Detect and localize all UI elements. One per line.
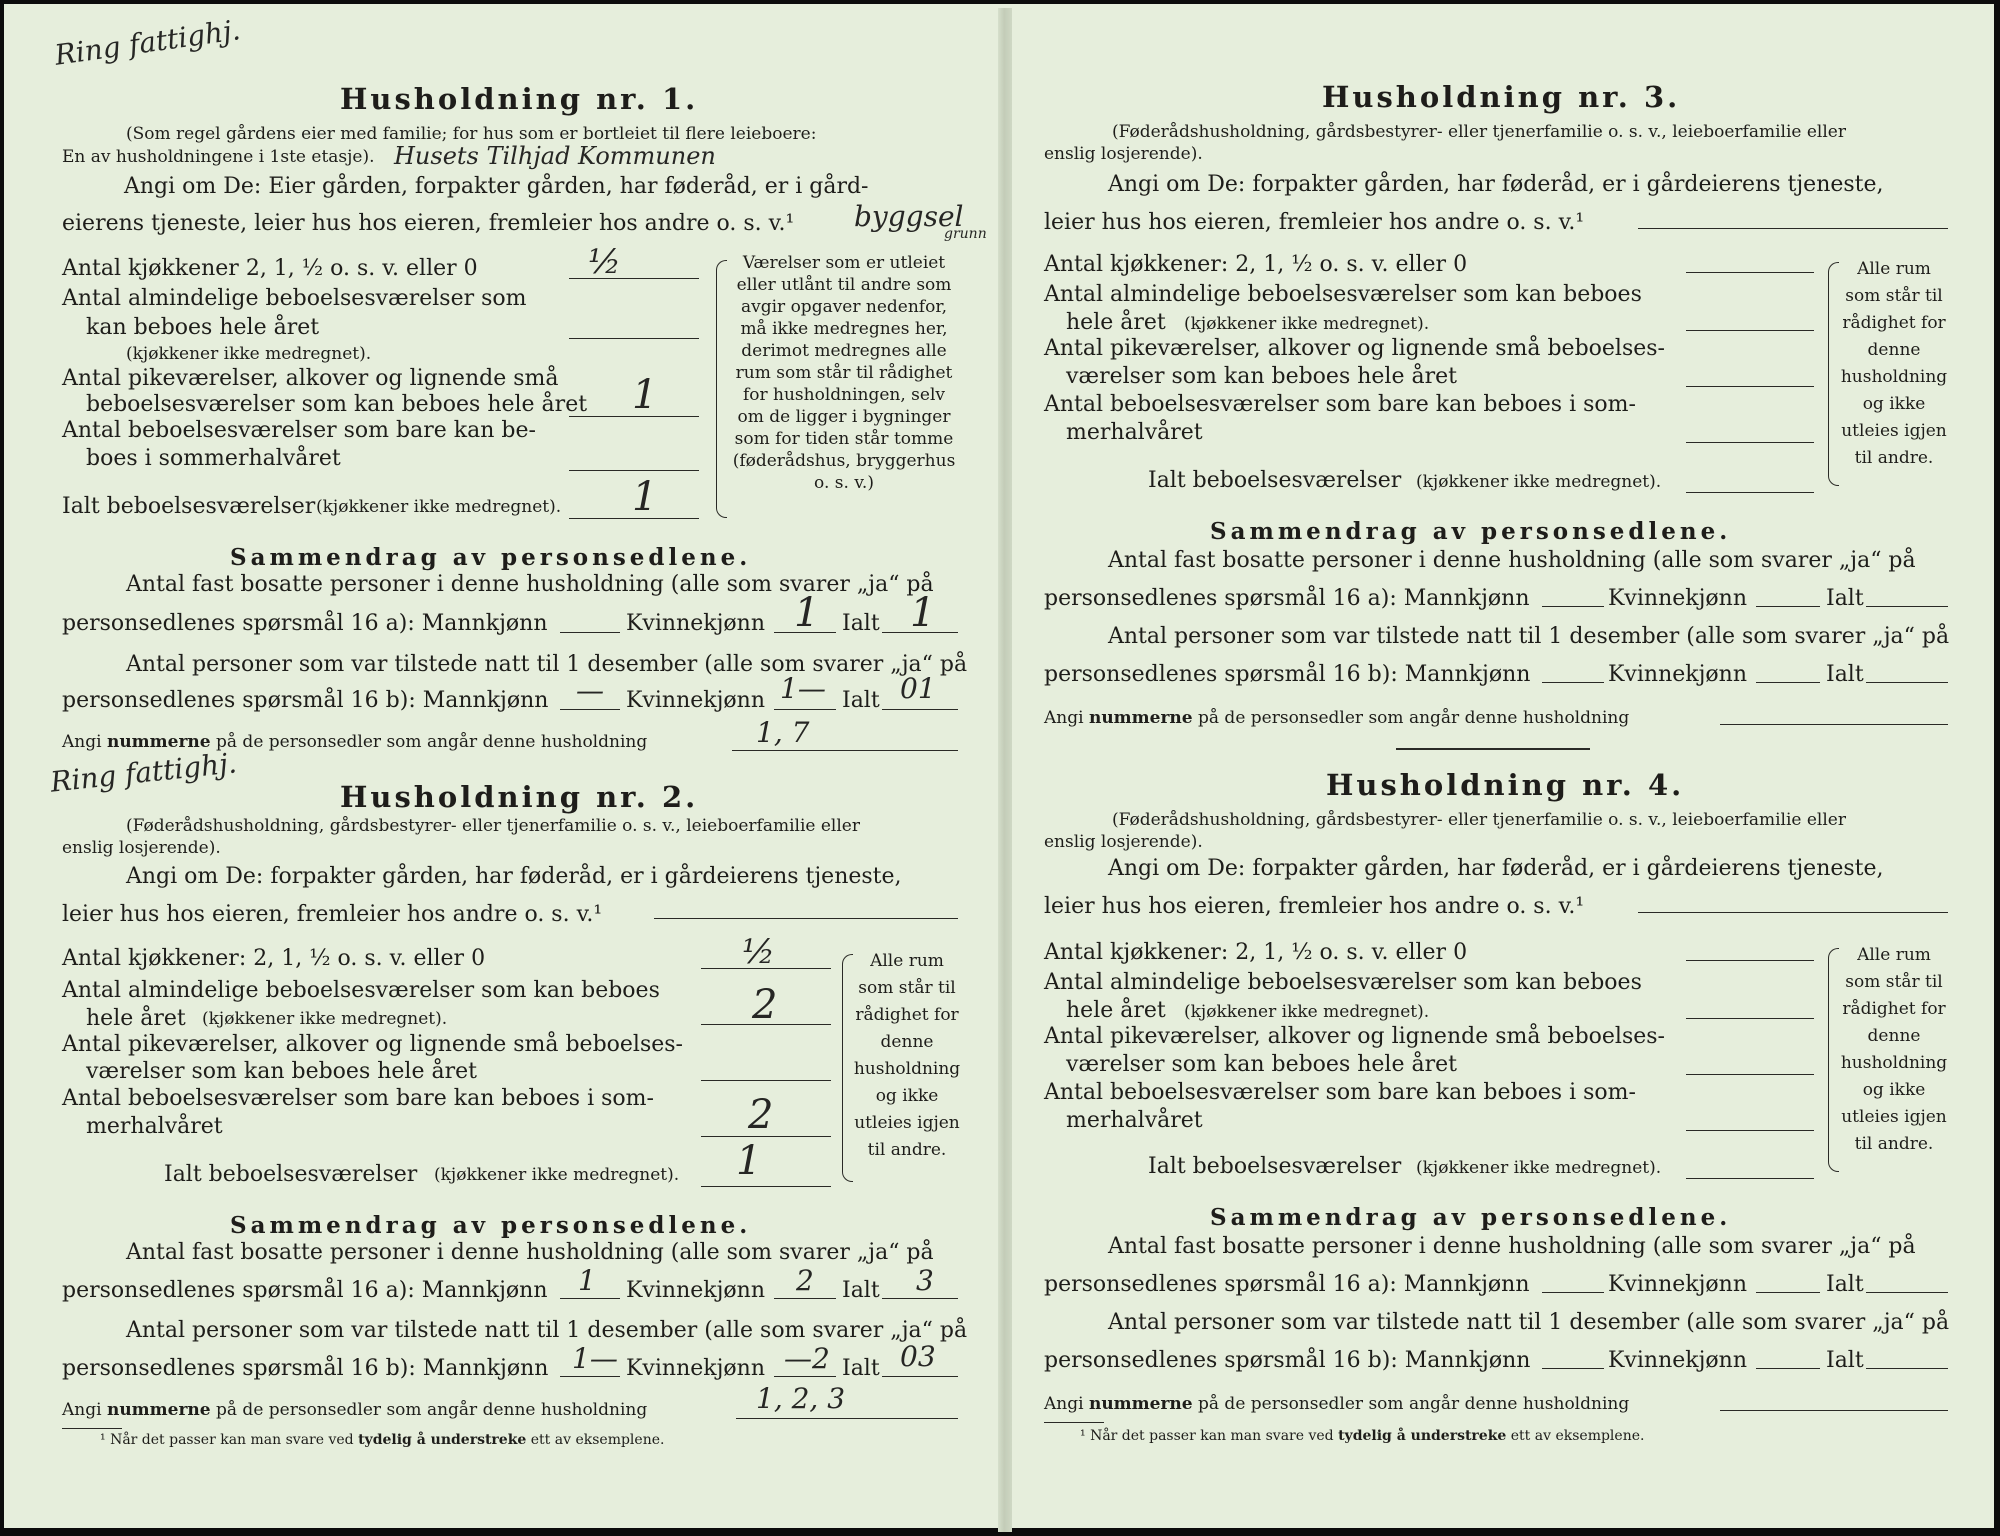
h4-angi-line1: Angi om De: forpakter gården, har føderåd, er i gårdeierens tjeneste, <box>1108 856 1884 881</box>
h2-rooms1-note: (kjøkkener ikke medregnet). <box>202 1009 448 1029</box>
h2-total-value: 1 <box>736 1138 762 1184</box>
h1-s2-line1: Antal personer som var tilstede natt til 1 desember (alle som svarer „ja“ på <box>126 652 968 677</box>
h2-kitchens-value: ½ <box>742 932 775 972</box>
h1-note-handwritten: Husets Tilhjad Kommunen <box>394 142 716 170</box>
right-footnote: ¹ Når det passer kan man svare ved tydelig å understreke ett av eksemplene. <box>1080 1428 1645 1444</box>
h1-note-line2: En av husholdningene i 1ste etasje). <box>62 147 375 167</box>
h3-total-label: Ialt beboelsesværelser <box>1148 468 1402 493</box>
h2-total-label: Ialt beboelsesværelser <box>164 1162 418 1187</box>
h4-summary-title: Sammendrag av personsedlene. <box>1210 1204 1732 1231</box>
h4-s1-ialt-label: Ialt <box>1826 1272 1864 1297</box>
h1-total-note: (kjøkkener ikke medregnet). <box>316 497 562 517</box>
h1-total-label: Ialt beboelsesværelser <box>62 494 316 519</box>
h1-rooms3-line1: Antal beboelsesværelser som bare kan be- <box>62 418 536 443</box>
h2-summary-title: Sammendrag av personsedlene. <box>230 1212 752 1239</box>
h1-rooms2-value: 1 <box>632 372 658 418</box>
h1-angi-answer2: grunn <box>944 226 987 242</box>
h4-angi-line2: leier hus hos eieren, fremleier hos andre o. s. v.¹ <box>1044 894 1585 919</box>
h3-s2-kvinne-label: Kvinnekjønn <box>1608 662 1747 687</box>
h3-s2-line1: Antal personer som var tilstede natt til 1 desember (alle som svarer „ja“ på <box>1108 624 1950 649</box>
h3-s1-kvinne-label: Kvinnekjønn <box>1608 586 1747 611</box>
h2-s1-kvinne-value: 2 <box>796 1264 814 1297</box>
h1-s1-ialt-value: 1 <box>910 590 936 636</box>
h1-rooms1-line1: Antal almindelige beboelsesværelser som <box>62 286 527 311</box>
h2-rooms1-line2: hele året <box>86 1006 186 1031</box>
h2-title: Husholdning nr. 2. <box>340 780 699 814</box>
h4-note-line2: enslig losjerende). <box>1044 832 1203 852</box>
h2-angi-line1: Angi om De: forpakter gården, har føderåd, er i gårdeierens tjeneste, <box>126 864 902 889</box>
h4-rooms2-line1: Antal pikeværelser, alkover og lignende små beboelses- <box>1044 1024 1665 1049</box>
h2-numbers-value: 1, 2, 3 <box>756 1382 846 1415</box>
h2-s2-kvinne-value: —2 <box>784 1342 830 1375</box>
h2-s1-line2: personsedlenes spørsmål 16 a): Mannkjønn <box>62 1278 548 1303</box>
left-footnote: ¹ Når det passer kan man svare ved tydelig å understreke ett av eksemplene. <box>100 1432 665 1448</box>
census-sheet <box>4 4 1994 1528</box>
h1-kitchens-label: Antal kjøkkener 2, 1, ½ o. s. v. eller 0 <box>62 256 478 281</box>
h4-s1-kvinne-label: Kvinnekjønn <box>1608 1272 1747 1297</box>
h1-angi-answer: byggsel <box>854 200 964 233</box>
h2-s2-ialt-label: Ialt <box>842 1356 880 1381</box>
h2-total-note: (kjøkkener ikke medregnet). <box>434 1165 680 1185</box>
h2-numbers-line: Angi nummerne på de personsedler som angår denne husholdning <box>62 1400 648 1420</box>
h1-rooms2-line1: Antal pikeværelser, alkover og lignende små <box>62 366 559 391</box>
h2-rooms1-value: 2 <box>752 982 778 1028</box>
h2-rooms3-line2: merhalvåret <box>86 1114 223 1139</box>
h1-total-value: 1 <box>632 474 658 520</box>
h2-s2-ialt-value: 03 <box>900 1340 936 1373</box>
h3-rooms1-line1: Antal almindelige beboelsesværelser som kan beboes <box>1044 282 1642 307</box>
h1-kitchens-value: ½ <box>588 242 621 282</box>
h2-s2-kvinne-label: Kvinnekjønn <box>626 1356 765 1381</box>
h2-note-line2: enslig losjerende). <box>62 838 221 858</box>
h1-rooms3-line2: boes i sommerhalvåret <box>86 446 341 471</box>
h1-s2-ialt-label: Ialt <box>842 688 880 713</box>
h2-s2-line1: Antal personer som var tilstede natt til 1 desember (alle som svarer „ja“ på <box>126 1318 968 1343</box>
h3-info-box: Alle rum som står til rådighet for denne husholdning og ikke utleies igjen til andre. <box>1840 259 1948 468</box>
h2-rooms2-line2: værelser som kan beboes hele året <box>86 1059 477 1084</box>
h4-rooms1-note: (kjøkkener ikke medregnet). <box>1184 1002 1430 1022</box>
h1-rooms1-line2: kan beboes hele året <box>86 315 320 340</box>
h1-title: Husholdning nr. 1. <box>340 82 699 116</box>
h4-rooms2-line2: værelser som kan beboes hele året <box>1066 1052 1457 1077</box>
h2-info-box: Alle rum som står til rådighet for denne husholdning og ikke utleies igjen til andre. <box>853 951 961 1160</box>
h1-s1-line2: personsedlenes spørsmål 16 a): Mannkjønn <box>62 611 548 636</box>
margin-note-top: Ring fattighj. <box>52 13 243 72</box>
h1-summary-title: Sammendrag av personsedlene. <box>230 544 752 571</box>
h2-s1-line1: Antal fast bosatte personer i denne husholdning (alle som svarer „ja“ på <box>126 1240 934 1265</box>
h3-rooms2-line2: værelser som kan beboes hele året <box>1066 364 1457 389</box>
h3-s2-line2: personsedlenes spørsmål 16 b): Mannkjønn <box>1044 662 1531 687</box>
h2-s1-ialt-label: Ialt <box>842 1278 880 1303</box>
h1-numbers-line: Angi nummerne på de personsedler som angår denne husholdning <box>62 732 648 752</box>
h4-rooms3-line2: merhalvåret <box>1066 1108 1203 1133</box>
h4-s1-line2: personsedlenes spørsmål 16 a): Mannkjønn <box>1044 1272 1530 1297</box>
h1-angi-line1: Angi om De: Eier gården, forpakter gården, har føderåd, er i gård- <box>124 174 869 199</box>
h3-rooms1-note: (kjøkkener ikke medregnet). <box>1184 314 1430 334</box>
h1-note-line1: (Som regel gårdens eier med familie; for hus som er bortleiet til flere leieboere: <box>126 124 817 144</box>
h2-s1-ialt-value: 3 <box>916 1264 934 1297</box>
h2-rooms2-line1: Antal pikeværelser, alkover og lignende små beboelses- <box>62 1032 683 1057</box>
h4-s1-line1: Antal fast bosatte personer i denne husholdning (alle som svarer „ja“ på <box>1108 1234 1916 1259</box>
h3-rooms1-line2: hele året <box>1066 310 1166 335</box>
h3-rooms3-line1: Antal beboelsesværelser som bare kan beboes i som- <box>1044 392 1636 417</box>
h2-kitchens-label: Antal kjøkkener: 2, 1, ½ o. s. v. eller 0 <box>62 946 486 971</box>
h3-s1-line2: personsedlenes spørsmål 16 a): Mannkjønn <box>1044 586 1530 611</box>
h3-angi-line1: Angi om De: forpakter gården, har føderåd, er i gårdeierens tjeneste, <box>1108 172 1884 197</box>
margin-note-middle: Ring fattighj. <box>48 746 239 799</box>
h3-note-line1: (Føderådshusholdning, gårdsbestyrer- eller tjenerfamilie o. s. v., leieboerfamilie eller <box>1112 122 1846 142</box>
h3-rooms2-line1: Antal pikeværelser, alkover og lignende små beboelses- <box>1044 336 1665 361</box>
h4-numbers-line: Angi nummerne på de personsedler som angår denne husholdning <box>1044 1394 1630 1414</box>
h4-note-line1: (Føderådshusholdning, gårdsbestyrer- eller tjenerfamilie o. s. v., leieboerfamilie eller <box>1112 810 1846 830</box>
h4-rooms1-line2: hele året <box>1066 998 1166 1023</box>
h4-s2-line2: personsedlenes spørsmål 16 b): Mannkjønn <box>1044 1348 1531 1373</box>
h3-rooms3-line2: merhalvåret <box>1066 420 1203 445</box>
h4-s2-line1: Antal personer som var tilstede natt til 1 desember (alle som svarer „ja“ på <box>1108 1310 1950 1335</box>
h3-note-line2: enslig losjerende). <box>1044 144 1203 164</box>
h3-angi-line2: leier hus hos eieren, fremleier hos andre o. s. v.¹ <box>1044 210 1585 235</box>
h2-s1-mann-value: 1 <box>578 1264 596 1297</box>
h1-s2-kvinne-label: Kvinnekjønn <box>626 688 765 713</box>
h4-total-label: Ialt beboelsesværelser <box>1148 1154 1402 1179</box>
h2-note-line1: (Føderådshusholdning, gårdsbestyrer- eller tjenerfamilie o. s. v., leieboerfamilie eller <box>126 816 860 836</box>
h1-s2-mann-value: — <box>576 674 604 707</box>
h2-s2-mann-value: 1— <box>572 1342 618 1375</box>
h3-s1-ialt-label: Ialt <box>1826 586 1864 611</box>
h4-total-note: (kjøkkener ikke medregnet). <box>1416 1158 1662 1178</box>
h1-s1-kvinne-value: 1 <box>794 590 820 636</box>
h4-title: Husholdning nr. 4. <box>1326 768 1685 802</box>
h4-s2-kvinne-label: Kvinnekjønn <box>1608 1348 1747 1373</box>
h2-s2-line2: personsedlenes spørsmål 16 b): Mannkjønn <box>62 1356 549 1381</box>
h3-total-note: (kjøkkener ikke medregnet). <box>1416 472 1662 492</box>
h3-numbers-line: Angi nummerne på de personsedler som angår denne husholdning <box>1044 708 1630 728</box>
h1-s1-line1: Antal fast bosatte personer i denne husholdning (alle som svarer „ja“ på <box>126 572 934 597</box>
h1-s1-ialt-label: Ialt <box>842 611 880 636</box>
h4-rooms1-line1: Antal almindelige beboelsesværelser som kan beboes <box>1044 970 1642 995</box>
h4-rooms3-line1: Antal beboelsesværelser som bare kan beboes i som- <box>1044 1080 1636 1105</box>
h4-info-box: Alle rum som står til rådighet for denne husholdning og ikke utleies igjen til andre. <box>1840 945 1948 1154</box>
h1-s2-kvinne-value: 1— <box>780 672 826 705</box>
left-page <box>4 4 998 1528</box>
h1-info-box: Værelser som er utleiet eller utlånt til andre som avgir opgaver nedenfor, må ikke medregnes her, derimot medregnes alle rum som står til rådighet for husholdningen, selv om de ligger i bygninger som for tiden står tomme (føderådshus, bryggerhus o. s. v.) <box>732 253 956 493</box>
h3-s1-line1: Antal fast bosatte personer i denne husholdning (alle som svarer „ja“ på <box>1108 548 1916 573</box>
h1-angi-line2: eierens tjeneste, leier hus hos eieren, fremleier hos andre o. s. v.¹ <box>62 211 795 236</box>
h1-s1-kvinne-label: Kvinnekjønn <box>626 611 765 636</box>
h1-numbers-value: 1, 7 <box>756 716 810 749</box>
h2-rooms3-line1: Antal beboelsesværelser som bare kan beboes i som- <box>62 1086 654 1111</box>
h3-s2-ialt-label: Ialt <box>1826 662 1864 687</box>
right-page <box>1008 4 1994 1528</box>
h1-s2-ialt-value: 01 <box>900 672 936 705</box>
h3-title: Husholdning nr. 3. <box>1322 80 1681 114</box>
h2-rooms1-line1: Antal almindelige beboelsesværelser som kan beboes <box>62 978 660 1003</box>
h2-angi-line2: leier hus hos eieren, fremleier hos andre o. s. v.¹ <box>62 902 603 927</box>
h2-rooms3-value: 2 <box>748 1092 774 1138</box>
h1-s2-line2: personsedlenes spørsmål 16 b): Mannkjønn <box>62 688 549 713</box>
h1-rooms2-line2: beboelsesværelser som kan beboes hele året <box>86 392 588 417</box>
h3-kitchens-label: Antal kjøkkener: 2, 1, ½ o. s. v. eller 0 <box>1044 252 1468 277</box>
h4-kitchens-label: Antal kjøkkener: 2, 1, ½ o. s. v. eller 0 <box>1044 940 1468 965</box>
h2-s1-kvinne-label: Kvinnekjønn <box>626 1278 765 1303</box>
h4-s2-ialt-label: Ialt <box>1826 1348 1864 1373</box>
h1-rooms1-line3: (kjøkkener ikke medregnet). <box>126 344 372 364</box>
h3-summary-title: Sammendrag av personsedlene. <box>1210 518 1732 545</box>
